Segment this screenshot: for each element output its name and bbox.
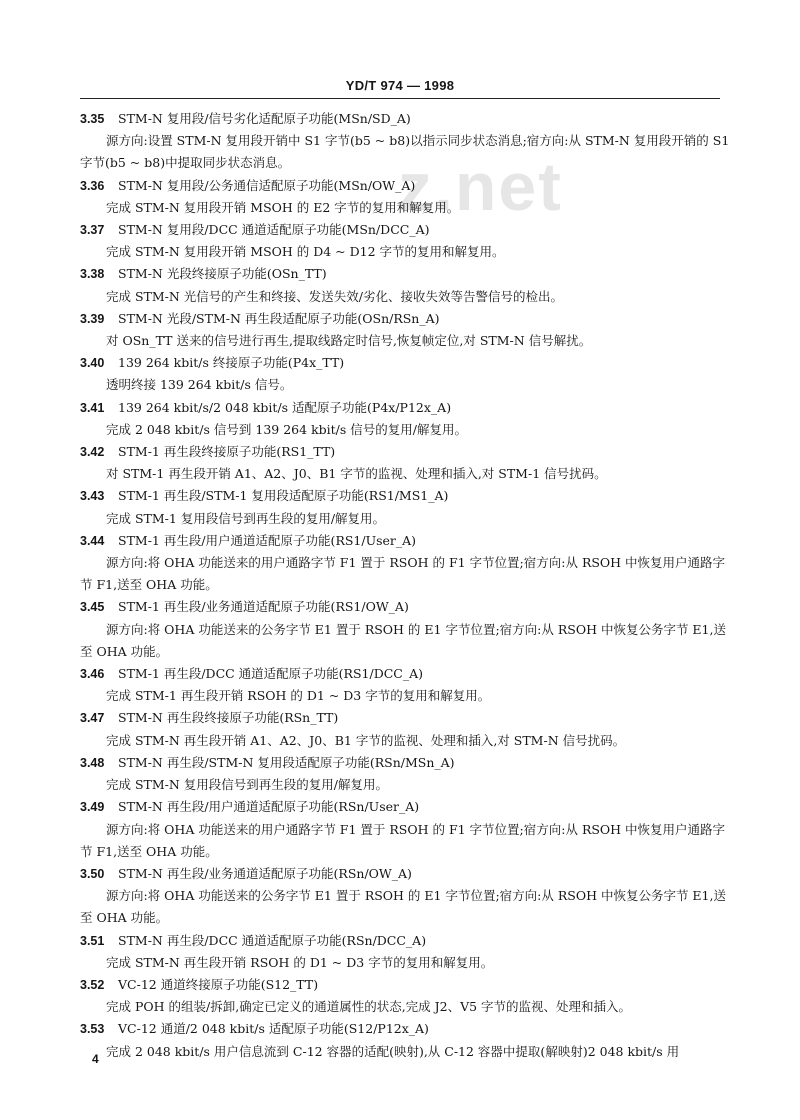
clause-number: 3.48 xyxy=(80,755,105,770)
clause-description: 完成 STM-N 光信号的产生和终接、发送失效/劣化、接收失效等告警信号的检出。 xyxy=(106,288,564,304)
clause-title: VC-12 通道终接原子功能(S12_TT) xyxy=(118,976,319,992)
clause-title: STM-N 再生段/用户通道适配原子功能(RSn/User_A) xyxy=(118,799,420,815)
clause-number: 3.50 xyxy=(80,866,105,881)
clause-title: STM-N 再生段/DCC 通道适配原子功能(RSn/DCC_A) xyxy=(118,932,427,948)
clause-description: 对 STM-1 再生段开销 A1、A2、J0、B1 字节的监视、处理和插入,对 STM-1 信号扰码。 xyxy=(106,466,607,482)
clause-3-36 xyxy=(80,175,732,219)
clause-3-46 xyxy=(80,663,732,707)
clause-description: 完成 STM-N 再生段开销 RSOH 的 D1 ~ D3 字节的复用和解复用。 xyxy=(106,954,494,970)
clause-3-39 xyxy=(80,308,732,352)
clause-number: 3.44 xyxy=(80,533,105,548)
clause-number: 3.38 xyxy=(80,267,105,282)
clause-number: 3.53 xyxy=(80,1022,105,1037)
clause-3-42 xyxy=(80,441,732,485)
clause-title: 139 264 kbit/s/2 048 kbit/s 适配原子功能(P4x/P12x_A) xyxy=(118,399,452,415)
clause-title: STM-N 再生段/业务通道适配原子功能(RSn/OW_A) xyxy=(118,865,412,881)
document-body xyxy=(80,108,732,1063)
clause-title: STM-N 光段/STM-N 再生段适配原子功能(OSn/RSn_A) xyxy=(118,310,440,326)
clause-3-48 xyxy=(80,752,732,796)
clause-number: 3.37 xyxy=(80,223,105,238)
clause-description: 对 OSn_TT 送来的信号进行再生,提取线路定时信号,恢复帧定位,对 STM-N 信号解扰。 xyxy=(106,333,592,349)
clause-description: 完成 STM-N 复用段开销 MSOH 的 D4 ~ D12 字节的复用和解复用。 xyxy=(106,244,505,260)
clause-number: 3.40 xyxy=(80,356,105,371)
clause-3-52 xyxy=(80,974,732,1018)
clause-title: STM-N 光段终接原子功能(OSn_TT) xyxy=(118,266,327,282)
clause-3-53 xyxy=(80,1018,732,1062)
clause-title: STM-1 再生段终接原子功能(RS1_TT) xyxy=(118,444,336,460)
clause-number: 3.47 xyxy=(80,711,105,726)
clause-title: STM-1 再生段/用户通道适配原子功能(RS1/User_A) xyxy=(118,532,417,548)
clause-description: 源方向:将 OHA 功能送来的公务字节 E1 置于 RSOH 的 E1 字节位置;宿方向:从 RSOH 中恢复公务字节 E1,送至 OHA 功能。 xyxy=(80,888,726,926)
clause-3-43 xyxy=(80,485,732,529)
clause-3-49 xyxy=(80,796,732,863)
page-header: YD/T 974 — 1998 xyxy=(345,78,455,93)
clause-3-50 xyxy=(80,863,732,930)
clause-3-37 xyxy=(80,219,732,263)
clause-title: STM-N 复用段/信号劣化适配原子功能(MSn/SD_A) xyxy=(118,111,411,126)
clause-description: 源方向:将 OHA 功能送来的公务字节 E1 置于 RSOH 的 E1 字节位置;宿方向:从 RSOH 中恢复公务字节 E1,送至 OHA 功能。 xyxy=(80,621,726,659)
clause-3-40 xyxy=(80,352,732,396)
clause-title: STM-N 复用段/DCC 通道适配原子功能(MSn/DCC_A) xyxy=(118,222,430,238)
clause-number: 3.39 xyxy=(80,311,105,326)
clause-description: 完成 STM-N 再生段开销 A1、A2、J0、B1 字节的监视、处理和插入,对 STM-N 信号扰码。 xyxy=(106,732,626,748)
clause-title: STM-N 复用段/公务通信适配原子功能(MSn/OW_A) xyxy=(118,177,416,193)
clause-3-44 xyxy=(80,530,732,597)
clause-3-45 xyxy=(80,596,732,663)
clause-description: 完成 STM-N 复用段开销 MSOH 的 E2 字节的复用和解复用。 xyxy=(106,199,460,215)
clause-title: VC-12 通道/2 048 kbit/s 适配原子功能(S12/P12x_A) xyxy=(118,1021,429,1037)
watermark: z.net xyxy=(398,149,563,225)
clause-title: STM-N 再生段终接原子功能(RSn_TT) xyxy=(118,710,339,726)
clause-description: 完成 2 048 kbit/s 用户信息流到 C-12 容器的适配(映射),从 C-12 容器中提取(解映射)2 048 kbit/s 用 xyxy=(106,1043,680,1059)
clause-description: 完成 POH 的组装/拆卸,确定已定义的通道属性的状态,完成 J2、V5 字节的监视、处理和插入。 xyxy=(106,999,632,1015)
clause-number: 3.42 xyxy=(80,445,105,460)
clause-3-38 xyxy=(80,263,732,307)
clause-number: 3.46 xyxy=(80,667,105,682)
clause-description: 透明终接 139 264 kbit/s 信号。 xyxy=(106,377,293,393)
clause-number: 3.43 xyxy=(80,489,105,504)
clause-description: 完成 2 048 kbit/s 信号到 139 264 kbit/s 信号的复用/解复用。 xyxy=(106,421,467,437)
clause-description: 源方向:设置 STM-N 复用段开销中 S1 字节(b5 ~ b8)以指示同步状态消息;宿方向:从 STM-N 复用段开销的 S1 字节(b5 ~ b8)中提取同步状态消息。 xyxy=(80,133,730,171)
clause-number: 3.36 xyxy=(80,178,105,193)
clause-title: STM-1 再生段/业务通道适配原子功能(RS1/OW_A) xyxy=(118,599,409,615)
clause-3-35 xyxy=(80,108,732,175)
page-number: 4 xyxy=(92,1052,99,1066)
clause-description: 源方向:将 OHA 功能送来的用户通路字节 F1 置于 RSOH 的 F1 字节位置;宿方向:从 RSOH 中恢复用户通路字节 F1,送至 OHA 功能。 xyxy=(80,821,726,859)
clause-description: 完成 STM-1 复用段信号到再生段的复用/解复用。 xyxy=(106,510,386,526)
clause-description: 完成 STM-N 复用段信号到再生段的复用/解复用。 xyxy=(106,777,389,793)
clause-number: 3.35 xyxy=(80,112,105,126)
clause-description: 源方向:将 OHA 功能送来的用户通路字节 F1 置于 RSOH 的 F1 字节位置;宿方向:从 RSOH 中恢复用户通路字节 F1,送至 OHA 功能。 xyxy=(80,555,726,593)
clause-description: 完成 STM-1 再生段开销 RSOH 的 D1 ~ D3 字节的复用和解复用。 xyxy=(106,688,491,704)
clause-title: STM-N 再生段/STM-N 复用段适配原子功能(RSn/MSn_A) xyxy=(118,754,455,770)
clause-title: STM-1 再生段/DCC 通道适配原子功能(RS1/DCC_A) xyxy=(118,666,424,682)
clause-title: 139 264 kbit/s 终接原子功能(P4x_TT) xyxy=(118,355,345,371)
clause-number: 3.51 xyxy=(80,933,105,948)
clause-3-47 xyxy=(80,707,732,751)
clause-number: 3.41 xyxy=(80,400,105,415)
clause-number: 3.49 xyxy=(80,800,105,815)
clause-title: STM-1 再生段/STM-1 复用段适配原子功能(RS1/MS1_A) xyxy=(118,488,449,504)
clause-3-41 xyxy=(80,397,732,441)
clause-number: 3.45 xyxy=(80,600,105,615)
clause-3-51 xyxy=(80,930,732,974)
header-rule xyxy=(80,98,720,99)
clause-number: 3.52 xyxy=(80,977,105,992)
